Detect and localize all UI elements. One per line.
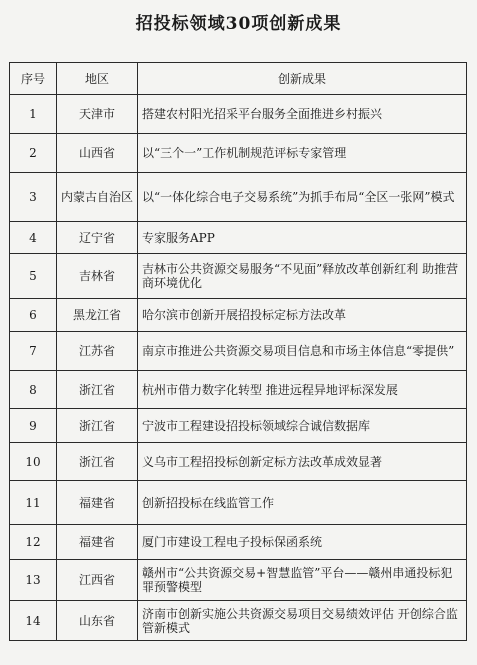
row-no: 3 <box>10 173 57 222</box>
table-row <box>10 134 467 173</box>
table-row <box>10 409 467 443</box>
table-row <box>10 481 467 525</box>
table-row <box>10 443 467 481</box>
table-header-row <box>10 63 467 95</box>
row-region: 山东省 <box>57 601 138 641</box>
row-no: 1 <box>10 95 57 134</box>
row-no: 5 <box>10 254 57 299</box>
row-region: 天津市 <box>57 95 138 134</box>
row-no: 13 <box>10 560 57 601</box>
row-region: 江西省 <box>57 560 138 601</box>
header-no: 序号 <box>10 63 57 95</box>
row-achievement: 厦门市建设工程电子投标保函系统 <box>138 525 467 560</box>
row-region: 福建省 <box>57 481 138 525</box>
row-no: 12 <box>10 525 57 560</box>
row-achievement: 哈尔滨市创新开展招投标定标方法改革 <box>138 299 467 332</box>
row-no: 14 <box>10 601 57 641</box>
row-region: 江苏省 <box>57 332 138 371</box>
row-no: 6 <box>10 299 57 332</box>
header-achievement: 创新成果 <box>138 63 467 95</box>
row-region: 浙江省 <box>57 443 138 481</box>
row-achievement: 赣州市“公共资源交易+智慧监管”平台——赣州串通投标犯罪预警模型 <box>138 560 467 601</box>
table-row <box>10 95 467 134</box>
table-row <box>10 254 467 299</box>
row-no: 4 <box>10 222 57 254</box>
row-region: 浙江省 <box>57 409 138 443</box>
row-no: 7 <box>10 332 57 371</box>
row-no: 9 <box>10 409 57 443</box>
row-no: 8 <box>10 371 57 409</box>
row-achievement: 以“三个一”工作机制规范评标专家管理 <box>138 134 467 173</box>
row-region: 黑龙江省 <box>57 299 138 332</box>
row-achievement: 以“一体化综合电子交易系统”为抓手布局“全区一张网”模式 <box>138 173 467 222</box>
table-row <box>10 525 467 560</box>
row-achievement: 吉林市公共资源交易服务“不见面”释放改革创新红利 助推营商环境优化 <box>138 254 467 299</box>
row-no: 10 <box>10 443 57 481</box>
header-region: 地区 <box>57 63 138 95</box>
row-achievement: 义乌市工程招投标创新定标方法改革成效显著 <box>138 443 467 481</box>
row-region: 辽宁省 <box>57 222 138 254</box>
row-no: 11 <box>10 481 57 525</box>
page-title: 招投标领域30项创新成果 <box>135 14 342 34</box>
row-achievement: 专家服务APP <box>138 222 467 254</box>
table-row <box>10 560 467 601</box>
row-region: 浙江省 <box>57 371 138 409</box>
row-region: 内蒙古自治区 <box>57 173 138 222</box>
table-row <box>10 332 467 371</box>
table-row <box>10 299 467 332</box>
row-achievement: 济南市创新实施公共资源交易项目交易绩效评估 开创综合监管新模式 <box>138 601 467 641</box>
row-achievement: 南京市推进公共资源交易项目信息和市场主体信息“零提供” <box>138 332 467 371</box>
results-table <box>9 62 467 641</box>
table-row <box>10 601 467 641</box>
row-region: 福建省 <box>57 525 138 560</box>
row-achievement: 搭建农村阳光招采平台服务全面推进乡村振兴 <box>138 95 467 134</box>
table-row <box>10 173 467 222</box>
row-region: 吉林省 <box>57 254 138 299</box>
table-row <box>10 371 467 409</box>
row-region: 山西省 <box>57 134 138 173</box>
table-row <box>10 222 467 254</box>
row-achievement: 创新招投标在线监管工作 <box>138 481 467 525</box>
row-no: 2 <box>10 134 57 173</box>
row-achievement: 杭州市借力数字化转型 推进远程异地评标深发展 <box>138 371 467 409</box>
row-achievement: 宁波市工程建设招投标领域综合诚信数据库 <box>138 409 467 443</box>
